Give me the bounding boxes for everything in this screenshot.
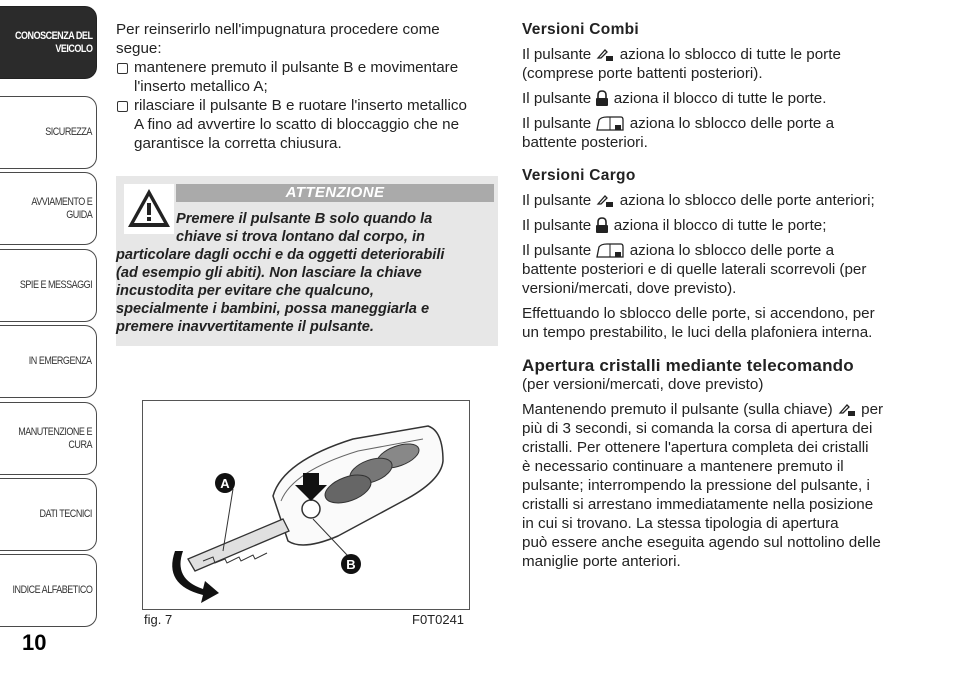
text: aziona lo sblocco di tutte le porte [619,46,841,63]
paragraph-line: battente posteriori. [522,134,648,151]
flip-key-illustration [143,401,469,609]
text: Mantenendo premuto il pulsante (sulla chiave) [522,401,833,418]
warning-line: particolare dagli occhi e da oggetti deteriorabili [116,247,445,263]
tab-avviamento-e-guida[interactable] [0,172,97,245]
text: aziona il blocco di tutte le porte. [613,90,827,107]
bullet-text: garantisce la corretta chiusura. [134,135,342,152]
bullet-item [116,96,496,153]
paragraph [522,400,927,419]
text: per [861,401,884,418]
callout-b-text: B [346,557,356,572]
warning-line: premere inavvertitamente il pulsante. [116,319,374,335]
text: Il pulsante [522,115,592,132]
warning-title: ATTENZIONE [176,184,494,202]
warning-line: Premere il pulsante B solo quando la [176,211,433,227]
paragraph-line: in cui si trovano. La stessa tipologia di apertura [522,515,839,532]
bullet-item [116,58,496,96]
callout-a-text: A [220,476,230,491]
chapter-sidebar [0,0,98,678]
intro-line: Per reinserirlo nell'impugnatura procedere come [116,21,440,38]
paragraph-line: Effettuando lo sblocco delle porte, si accendono, per [522,305,875,322]
unlock-key-icon [595,193,615,209]
rear-doors-icon [595,115,625,133]
text: aziona lo sblocco delle porte a [629,242,835,259]
figure-code: F0T0241 [412,612,465,627]
left-column [116,20,496,153]
unlock-key-icon [595,47,615,63]
text: Il pulsante [522,192,592,209]
text: aziona il blocco di tutte le porte; [613,217,827,234]
text: aziona lo sblocco delle porte a [629,115,835,132]
intro-line: segue: [116,40,162,57]
tab-label: MANUTENZIONE E CURA [18,425,92,451]
paragraph-line: più di 3 secondi, si comanda la corsa di apertura dei [522,420,873,437]
text: Il pulsante [522,90,592,107]
release-button-b [302,500,320,518]
bullet-text: mantenere premuto il pulsante B e movimentare [134,59,459,76]
tab-in-emergenza[interactable] [0,325,97,398]
section-heading: Versioni Cargo [522,167,636,184]
warning-line: (ad esempio gli abiti). Non lasciare la chiave [116,265,422,281]
tab-conoscenza-del-veicolo[interactable] [0,6,97,79]
page-number: 10 [22,630,47,655]
tab-label: SICUREZZA [45,126,92,138]
paragraph-line: cristalli si arrestano immediatamente nella posizione [522,496,874,513]
paragraph [522,241,927,260]
tab-dati-tecnici[interactable] [0,478,97,551]
subheading: (per versioni/mercati, dove previsto) [522,376,764,393]
paragraph [522,114,927,133]
warning-line: incustodita per evitare che qualcuno, [116,283,374,299]
paragraph-line: è necessario continuare a mantenere premuto il [522,458,844,475]
text: Il pulsante [522,217,592,234]
checkbox-bullet-icon [117,63,128,74]
paragraph-line: un tempo prestabilito, le luci della plafoniera interna. [522,324,873,341]
tab-label: DATI TECNICI [39,508,92,520]
tab-label: AVVIAMENTO E GUIDA [31,195,92,221]
bullet-text: A fino ad avvertire lo scatto di bloccaggio che ne [134,116,460,133]
warning-line: chiave si trova lontano dal corpo, in [176,229,425,245]
checkbox-bullet-icon [117,101,128,112]
paragraph-line: può essere anche eseguita agendo sul nottolino delle [522,534,881,551]
paragraph-line: pulsante; interrompendo la pressione del pulsante, i [522,477,870,494]
rear-doors-icon [595,242,625,260]
paragraph-line: battente posteriori e di quelle laterali scorrevoli (per [522,261,867,278]
figure-caption: fig. 7 [144,612,173,627]
tab-label: IN EMERGENZA [29,355,92,367]
warning-box [116,176,498,346]
lock-icon [595,217,609,234]
section-heading: Apertura cristalli mediante telecomando [522,356,854,375]
tab-spie-e-messaggi[interactable] [0,249,97,322]
warning-text [116,210,498,336]
paragraph-line: versioni/mercati, dove previsto). [522,280,737,297]
tab-sicurezza[interactable] [0,96,97,169]
tab-label: INDICE ALFABETICO [12,584,92,596]
tab-label: SPIE E MESSAGGI [19,279,92,291]
key-figure [142,400,470,610]
warning-line: specialmente i bambini, possa maneggiarla e [116,301,430,317]
text: Il pulsante [522,242,592,259]
paragraph [522,191,927,210]
tab-label: CONOSCENZA DEL VEICOLO [14,29,92,55]
paragraph [522,216,927,235]
tab-indice-alfabetico[interactable] [0,554,97,627]
section-heading: Versioni Combi [522,21,640,38]
paragraph [522,45,927,64]
paragraph-line: cristalli. Per ottenere l'apertura completa dei cristalli [522,439,869,456]
paragraph-line: maniglie porte anteriori. [522,553,681,570]
text: Il pulsante [522,46,592,63]
unlock-key-icon [837,402,857,418]
lock-icon [595,90,609,107]
right-column [522,20,927,571]
text: aziona lo sblocco delle porte anteriori; [619,192,875,209]
paragraph-line: (comprese porte battenti posteriori). [522,65,763,82]
tab-manutenzione-e-cura[interactable] [0,402,97,475]
metal-insert-a [188,519,289,571]
bullet-text: l'inserto metallico A; [134,78,268,95]
paragraph [522,89,927,108]
bullet-text: rilasciare il pulsante B e ruotare l'inserto metallico [134,97,467,114]
